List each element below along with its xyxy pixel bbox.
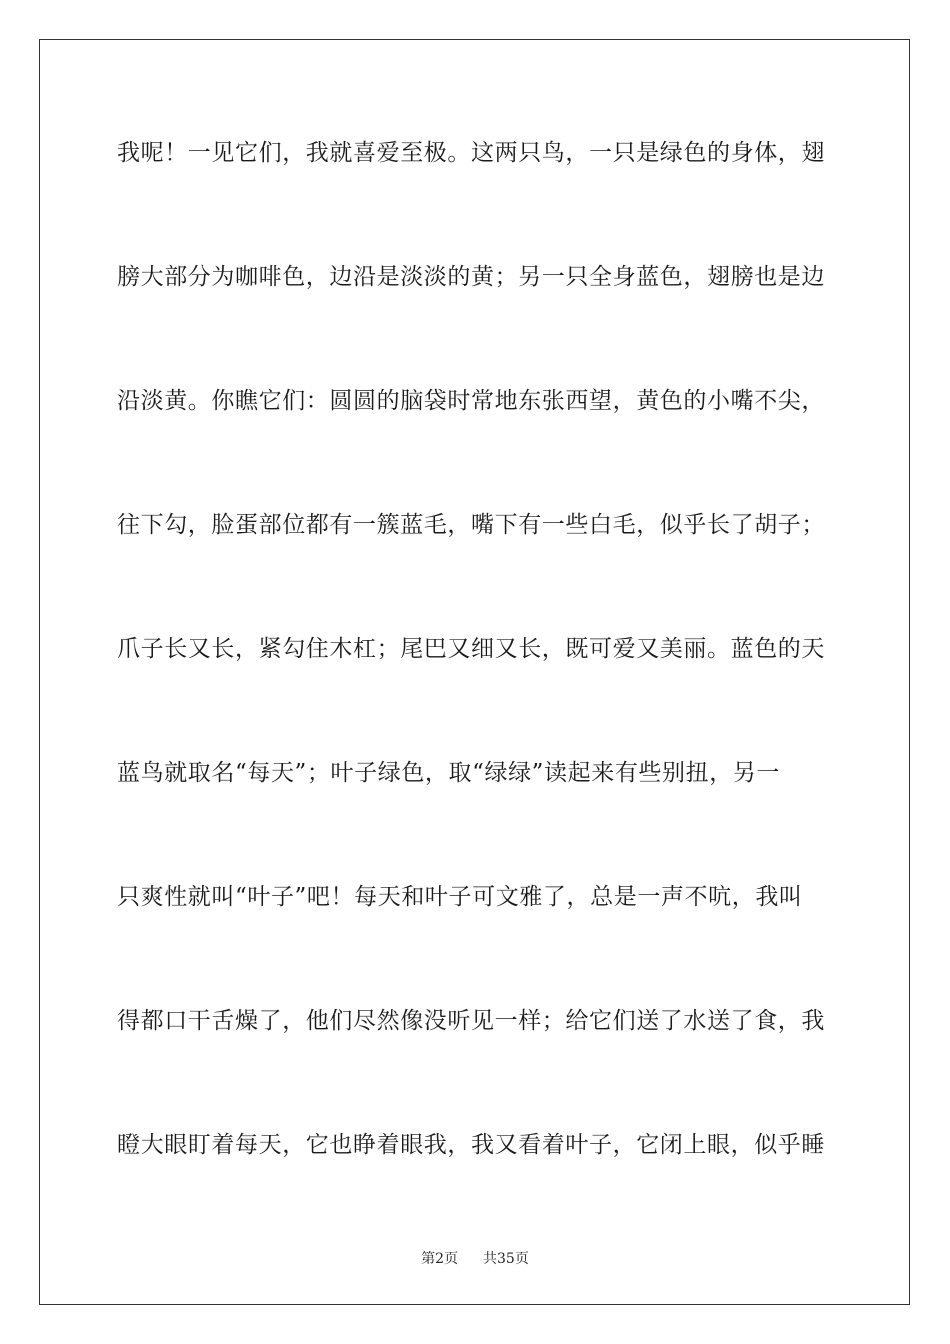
body-text bbox=[117, 126, 837, 1242]
page-number: 第2页 bbox=[421, 1251, 459, 1267]
page-total: 共35页 bbox=[483, 1251, 529, 1267]
text-line-6: 蓝鸟就取名“每天”；叶子绿色，取“绿绿”读起来有些别扭，另一 bbox=[117, 760, 781, 786]
text-line-2: 膀大部分为咖啡色，边沿是淡淡的黄；另一只全身蓝色，翅膀也是边 bbox=[117, 264, 825, 290]
text-line-3: 沿淡黄。你瞧它们：圆圆的脑袋时常地东张西望，黄色的小嘴不尖， bbox=[117, 388, 825, 414]
page-footer bbox=[0, 1248, 950, 1268]
text-line-7: 只爽性就叫“叶子”吧！每天和叶子可文雅了，总是一声不吭，我叫 bbox=[117, 884, 803, 910]
text-line-9: 瞪大眼盯着每天，它也睁着眼我，我又看着叶子，它闭上眼，似乎睡 bbox=[117, 1132, 825, 1158]
text-line-4: 往下勾，脸蛋部位都有一簇蓝毛，嘴下有一些白毛，似乎长了胡子； bbox=[117, 512, 825, 538]
text-line-5: 爪子长又长，紧勾住木杠；尾巴又细又长，既可爱又美丽。蓝色的天 bbox=[117, 636, 825, 662]
text-line-8: 得都口干舌燥了，他们尽然像没听见一样；给它们送了水送了食，我 bbox=[117, 1008, 825, 1034]
text-line-1: 我呢！一见它们，我就喜爱至极。这两只鸟，一只是绿色的身体，翅 bbox=[117, 140, 825, 166]
